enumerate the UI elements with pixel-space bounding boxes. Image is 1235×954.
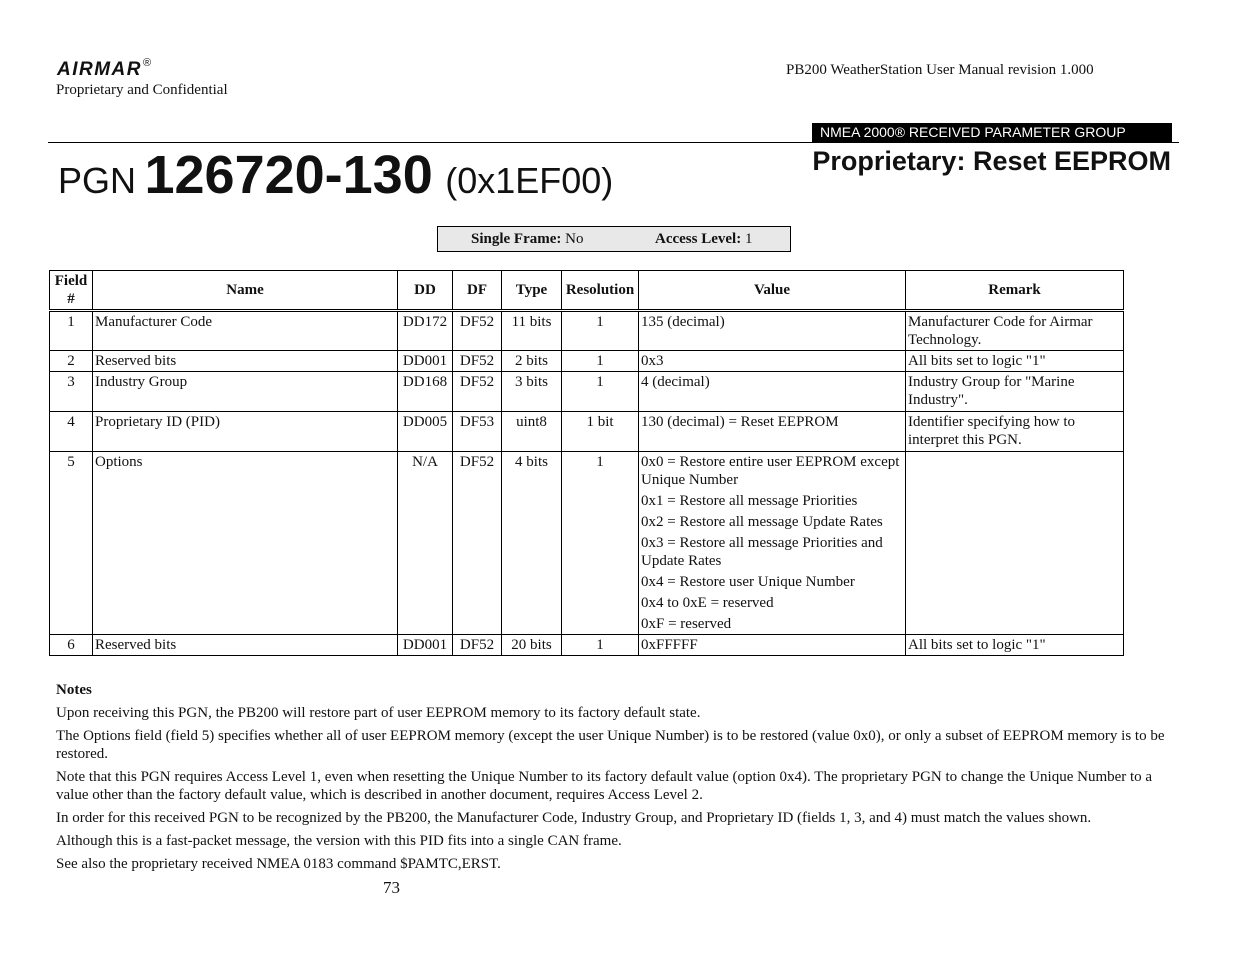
single-frame-value: No xyxy=(565,231,584,247)
cell-type: 11 bits xyxy=(502,311,562,351)
cell-type: 4 bits xyxy=(502,452,562,635)
cell-df: DF52 xyxy=(453,311,502,351)
cell-value: 0x3 xyxy=(639,351,906,372)
frame-info-box xyxy=(437,226,791,252)
note-paragraph: Upon receiving this PGN, the PB200 will restore part of user EEPROM memory to its factory default state. xyxy=(56,705,701,721)
pgn-prefix: PGN xyxy=(58,160,137,201)
cell-type: uint8 xyxy=(502,412,562,452)
cell-name: Industry Group xyxy=(93,372,398,412)
note-paragraph: See also the proprietary received NMEA 0183 command $PAMTC,ERST. xyxy=(56,856,501,872)
cell-remark: All bits set to logic "1" xyxy=(906,635,1124,656)
cell-field: 4 xyxy=(50,412,93,452)
note-paragraph: The Options field (field 5) specifies whether all of user EEPROM memory (except the user Unique Number) is to be restored (value 0x0), or only a subset of EEPROM memory is to be restored. xyxy=(56,728,1165,762)
cell-dd: N/A xyxy=(398,452,453,635)
note-paragraph: Note that this PGN requires Access Level 1, even when resetting the Unique Number to its factory default value (option 0x4). The proprietary PGN to change the Unique Number to a value other than the factory default value, which is described in another document, requires Access Level 2. xyxy=(56,769,1153,803)
cell-df: DF52 xyxy=(453,452,502,635)
manual-title: PB200 WeatherStation User Manual revision 1.000 xyxy=(786,62,1094,78)
option-line: 0x4 = Restore user Unique Number xyxy=(641,574,855,590)
pgn-number: 126720-130 xyxy=(144,145,433,205)
option-line: 0x1 = Restore all message Priorities xyxy=(641,493,858,509)
cell-field: 5 xyxy=(50,452,93,635)
cell-resolution: 1 xyxy=(562,635,639,656)
cell-name: Proprietary ID (PID) xyxy=(93,412,398,452)
cell-resolution: 1 xyxy=(562,311,639,351)
parameter-table xyxy=(49,270,1124,656)
single-frame-label: Single Frame: xyxy=(471,231,562,247)
cell-field: 1 xyxy=(50,311,93,351)
cell-name: Reserved bits xyxy=(93,635,398,656)
access-level-info xyxy=(655,227,752,251)
cell-dd: DD172 xyxy=(398,311,453,351)
cell-resolution: 1 bit xyxy=(562,412,639,452)
cell-remark: Identifier specifying how to interpret this PGN. xyxy=(906,412,1124,452)
header-name: Name xyxy=(93,271,398,311)
header-df: DF xyxy=(453,271,502,311)
cell-value-options xyxy=(639,452,906,635)
airmar-logo xyxy=(57,57,151,81)
cell-field: 6 xyxy=(50,635,93,656)
cell-field: 2 xyxy=(50,351,93,372)
cell-field: 3 xyxy=(50,372,93,412)
cell-remark: All bits set to logic "1" xyxy=(906,351,1124,372)
header-dd: DD xyxy=(398,271,453,311)
option-line: 0x4 to 0xE = reserved xyxy=(641,595,774,611)
cell-resolution: 1 xyxy=(562,452,639,635)
notes-heading: Notes xyxy=(56,682,92,698)
registered-mark: ® xyxy=(143,57,152,69)
cell-remark xyxy=(906,452,1124,635)
header-rule xyxy=(48,142,1179,143)
page-number: 73 xyxy=(383,878,400,897)
access-level-value: 1 xyxy=(744,231,753,247)
cell-value: 0xFFFFF xyxy=(639,635,906,656)
option-line: 0x2 = Restore all message Update Rates xyxy=(641,514,883,530)
table-row xyxy=(50,635,1124,656)
cell-dd: DD168 xyxy=(398,372,453,412)
cell-dd: DD005 xyxy=(398,412,453,452)
cell-df: DF52 xyxy=(453,351,502,372)
pgn-title xyxy=(58,145,614,205)
cell-value: 4 (decimal) xyxy=(639,372,906,412)
access-level-label: Access Level: xyxy=(655,231,742,247)
logo-text: AIRMAR xyxy=(57,59,142,80)
cell-remark: Manufacturer Code for Airmar Technology. xyxy=(906,311,1124,351)
cell-type: 3 bits xyxy=(502,372,562,412)
cell-name: Reserved bits xyxy=(93,351,398,372)
pgn-hex: (0x1EF00) xyxy=(445,160,614,201)
note-paragraph: Although this is a fast-packet message, the version with this PID fits into a single CAN frame. xyxy=(56,833,622,849)
cell-name: Options xyxy=(93,452,398,635)
table-row xyxy=(50,412,1124,452)
header-type: Type xyxy=(502,271,562,311)
single-frame-info xyxy=(471,227,584,251)
header-value: Value xyxy=(639,271,906,311)
option-line: 0x0 = Restore entire user EEPROM except Unique Number xyxy=(641,454,900,488)
cell-resolution: 1 xyxy=(562,372,639,412)
cell-type: 20 bits xyxy=(502,635,562,656)
cell-df: DF52 xyxy=(453,635,502,656)
cell-name: Manufacturer Code xyxy=(93,311,398,351)
header-field: Field # xyxy=(50,271,93,311)
option-line: 0xF = reserved xyxy=(641,616,732,632)
note-paragraph: In order for this received PGN to be recognized by the PB200, the Manufacturer Code, Industry Group, and Proprietary ID (fields 1, 3, and 4) must match the values shown. xyxy=(56,810,1092,826)
table-header-row xyxy=(50,271,1124,311)
header-remark: Remark xyxy=(906,271,1124,311)
cell-resolution: 1 xyxy=(562,351,639,372)
cell-remark: Industry Group for "Marine Industry". xyxy=(906,372,1124,412)
cell-dd: DD001 xyxy=(398,635,453,656)
table-row xyxy=(50,311,1124,351)
cell-type: 2 bits xyxy=(502,351,562,372)
cell-df: DF53 xyxy=(453,412,502,452)
cell-dd: DD001 xyxy=(398,351,453,372)
cell-value: 130 (decimal) = Reset EEPROM xyxy=(639,412,906,452)
parameter-group-banner: NMEA 2000® RECEIVED PARAMETER GROUP xyxy=(812,123,1172,142)
cell-value: 135 (decimal) xyxy=(639,311,906,351)
table-row xyxy=(50,452,1124,635)
option-line: 0x3 = Restore all message Priorities and Update Rates xyxy=(641,535,883,569)
notes-section xyxy=(56,681,1166,878)
confidential-label: Proprietary and Confidential xyxy=(56,82,228,98)
table-row xyxy=(50,351,1124,372)
header-resolution: Resolution xyxy=(562,271,639,311)
table-row xyxy=(50,372,1124,412)
pgn-name: Proprietary: Reset EEPROM xyxy=(812,146,1171,176)
cell-df: DF52 xyxy=(453,372,502,412)
